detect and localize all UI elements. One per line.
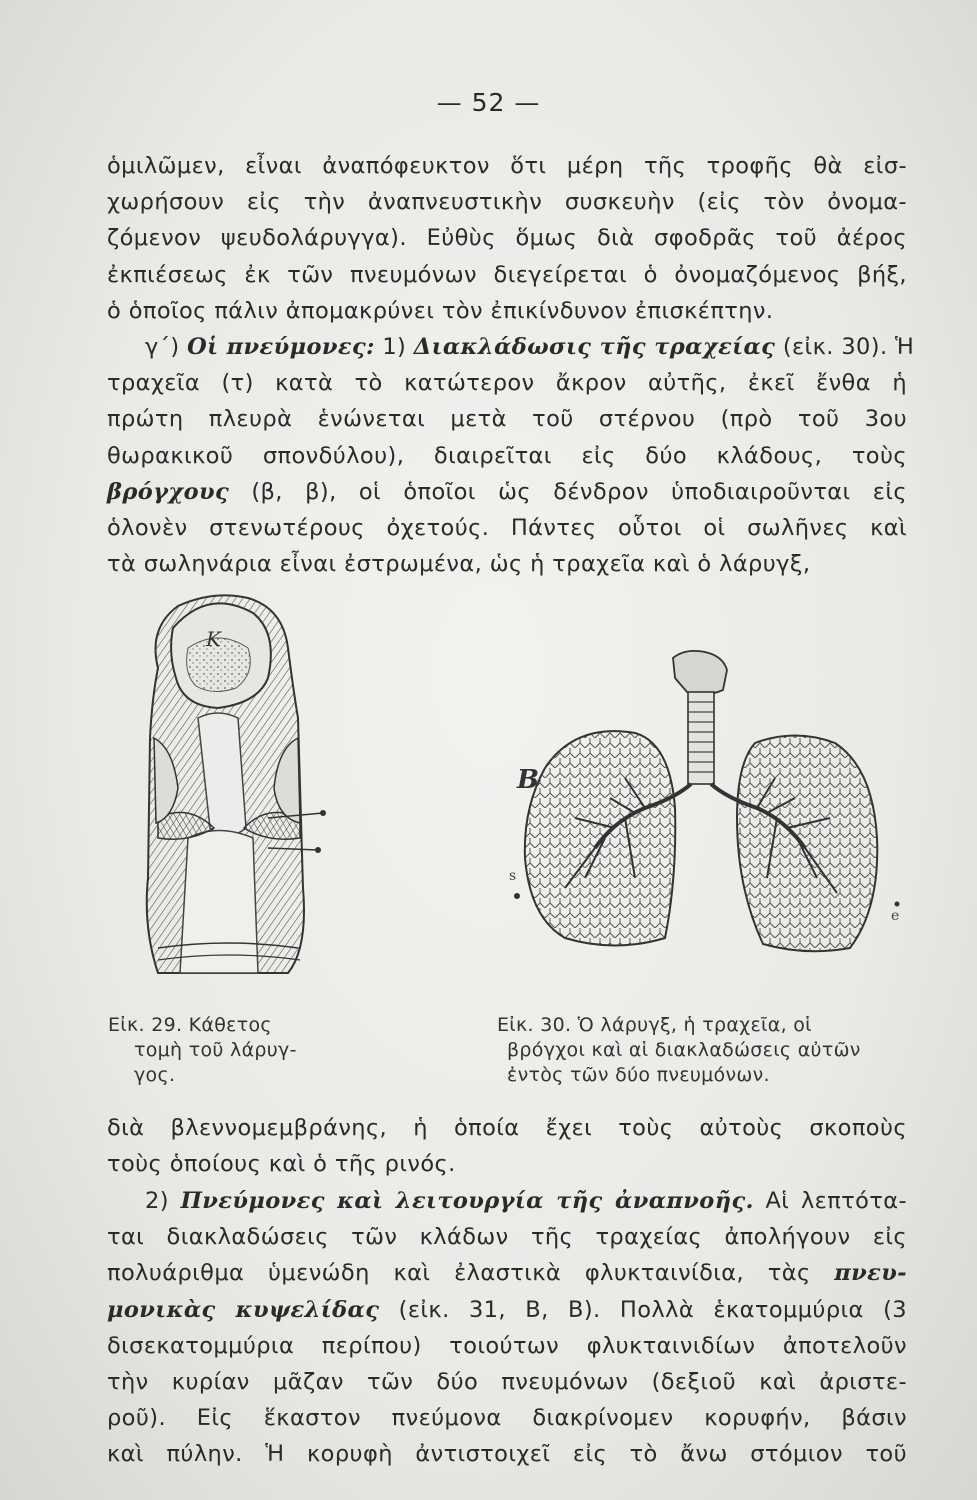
section-heading: Πνεύμονες καὶ λειτουργία τῆς ἀναπνοῆς. [180, 1188, 754, 1214]
text-line: τραχεῖα (τ) κατὰ τὸ κατώτερον ἄκρον αὐτῆς, ἐκεῖ ἔνθα ἡ [107, 370, 907, 397]
text-line [107, 474, 907, 510]
figure-label-e: e [891, 908, 900, 924]
section-prefix: γ΄) [145, 334, 188, 360]
subsection-heading: Διακλάδωσις τῆς τραχείας [413, 334, 776, 360]
term-alveoli: πνευ- [834, 1260, 907, 1287]
term-alveoli-cont: μονικὰς κυψελίδας [107, 1296, 380, 1323]
text-line [107, 1183, 907, 1219]
text-line: πρώτη πλευρὰ ἑνώνεται μετὰ τοῦ στέρνου (πρὸ τοῦ 3ου [107, 406, 907, 433]
caption-line: γος. [134, 1064, 176, 1086]
text-line [107, 1255, 907, 1291]
caption-line: τομὴ τοῦ λάρυγ- [134, 1039, 297, 1061]
section-prefix: 2) [145, 1188, 181, 1214]
text-line: ὁ ὁποῖος πάλιν ἀπομακρύνει τὸν ἐπικίνδυνον ἐπισκέπτην. [107, 297, 774, 324]
text-line: δισεκατομμύρια περίπου) τοιούτων φλυκταινιδίων ἀποτελοῦν [107, 1332, 907, 1359]
text-line: θωρακικοῦ σπονδύλου), διαιρεῖται εἰς δύο κλάδους, τοὺς [107, 442, 907, 469]
text-line: ἐκπιέσεως ἐκ τῶν πνευμόνων διεγείρεται ὁ ὀνομαζόμενος βήξ, [107, 261, 907, 288]
caption-line: Εἰκ. 30. Ὁ λάρυγξ, ἡ τραχεῖα, οἱ [497, 1014, 812, 1036]
paragraph-1 [107, 148, 907, 329]
term-bronchi: βρόγχους [107, 478, 230, 505]
page-number: — 52 — [436, 88, 541, 117]
text-line: χωρήσουν εἰς τὴν ἀναπνευστικὴν συσκευὴν (εἰς τὸν ὀνομα- [107, 189, 907, 216]
paragraph-2 [107, 329, 915, 582]
section-heading: Οἱ πνεύμονες: [187, 334, 375, 360]
text-line: καὶ πύλην. Ἡ κορυφὴ ἀντιστοιχεῖ εἰς τὸ ἄνω στόμιον τοῦ [107, 1441, 907, 1468]
text-line: τὴν κυρίαν μᾶζαν τῶν δύο πνευμόνων (δεξιοῦ καὶ ἀριστε- [107, 1369, 907, 1396]
figure-29-caption [108, 1013, 297, 1088]
figure-label-s: s [509, 868, 517, 884]
text-fragment: (β, β), οἱ ὁποῖοι ὡς δένδρον ὑποδιαιροῦνται εἰς [229, 478, 907, 505]
figure-30-caption [497, 1013, 861, 1088]
text-fragment: Αἱ λεπτότα- [753, 1188, 907, 1214]
figure-30-trachea-lungs [505, 648, 905, 968]
text-line [107, 1292, 907, 1328]
text-line: ὁμιλῶμεν, εἶναι ἀναπόφευκτον ὅτι μέρη τῆς τροφῆς θὰ εἰσ- [107, 153, 907, 179]
text-line: διὰ βλεννομεμβράνης, ἡ ὁποία ἔχει τοὺς αὐτοὺς σκοποὺς [107, 1115, 907, 1141]
text-line: τὰ σωληνάρια εἶναι ἐστρωμένα, ὡς ἡ τραχεῖα καὶ ὁ λάρυγξ, [107, 551, 811, 578]
text-line: ται διακλαδώσεις τῶν κλάδων τῆς τραχείας ἀπολήγουν εἰς [107, 1224, 907, 1251]
text-fragment: 1) [374, 334, 414, 360]
text-fragment: (εἰκ. 31, Β, Β). Πολλὰ ἑκατομμύρια (3 [379, 1296, 907, 1323]
caption-line: ἐντὸς τῶν δύο πνευμόνων. [507, 1064, 770, 1086]
figure-label-b: Β [517, 765, 539, 795]
text-fragment: (εἰκ. 30). Ἡ [775, 334, 915, 360]
text-line: ὁλονὲν στενωτέρους ὀχετούς. Πάντες οὗτοι οἱ σωλῆνες καὶ [107, 515, 907, 542]
text-fragment: πολυάριθμα ὑμενώδη καὶ ἐλαστικὰ φλυκταινίδια, τὰς [107, 1260, 835, 1287]
caption-line: Εἰκ. 29. Κάθετος [108, 1014, 272, 1036]
paragraph-4 [107, 1183, 907, 1473]
figure-29-larynx-section [118, 588, 338, 998]
figure-label-k: Κ [206, 627, 221, 651]
text-line [107, 329, 915, 365]
paragraph-3 [107, 1110, 907, 1182]
text-line: ροῦ). Εἰς ἕκαστον πνεύμονα διακρίνομεν κορυφήν, βάσιν [107, 1405, 907, 1432]
text-line: τοὺς ὁποίους καὶ ὁ τῆς ρινός. [107, 1151, 456, 1178]
text-line: ζόμενον ψευδολάρυγγα). Εὐθὺς ὅμως διὰ σφοδρᾶς τοῦ ἀέρος [107, 225, 907, 252]
caption-line: βρόγχοι καὶ αἱ διακλαδώσεις αὐτῶν [507, 1039, 861, 1061]
